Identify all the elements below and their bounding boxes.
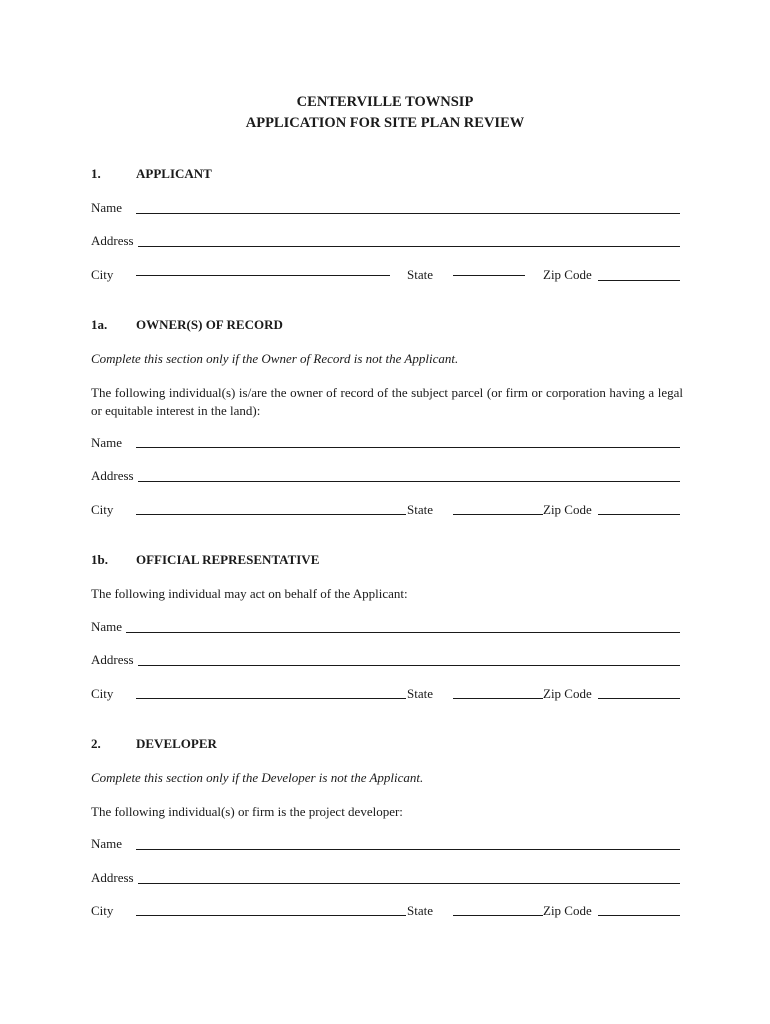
representative-city-field[interactable] bbox=[136, 698, 406, 699]
applicant-state-label: State bbox=[407, 267, 433, 282]
representative-description: The following individual may act on behalf of the Applicant: bbox=[91, 586, 408, 601]
owner-name-field[interactable] bbox=[136, 447, 680, 448]
owner-city-label: City bbox=[91, 502, 114, 517]
applicant-name-label: Name bbox=[91, 200, 123, 215]
developer-zip-field[interactable] bbox=[598, 915, 680, 916]
developer-description: The following individual(s) or firm is the project developer: bbox=[91, 804, 403, 819]
section-heading-representative: OFFICIAL REPRESENTATIVE bbox=[136, 552, 320, 567]
representative-state-field[interactable] bbox=[453, 698, 543, 699]
applicant-address-field[interactable] bbox=[138, 246, 680, 247]
representative-name-field[interactable] bbox=[126, 632, 680, 633]
developer-address-field[interactable] bbox=[138, 883, 680, 884]
developer-zip-label: Zip Code bbox=[543, 903, 592, 918]
representative-zip-label: Zip Code bbox=[543, 686, 592, 701]
representative-zip-field[interactable] bbox=[598, 698, 680, 699]
owner-state-label: State bbox=[407, 502, 433, 517]
owner-zip-label: Zip Code bbox=[543, 502, 592, 517]
applicant-name-field[interactable] bbox=[136, 213, 680, 214]
developer-state-field[interactable] bbox=[453, 915, 543, 916]
developer-state-label: State bbox=[407, 903, 433, 918]
section-number-representative: 1b. bbox=[91, 552, 108, 567]
representative-state-label: State bbox=[407, 686, 433, 701]
applicant-zip-field[interactable] bbox=[598, 280, 680, 281]
applicant-state-field[interactable] bbox=[453, 275, 525, 276]
form-title-line1: CENTERVILLE TOWNSIP bbox=[296, 94, 474, 110]
developer-name-field[interactable] bbox=[136, 849, 680, 850]
form-title-line2: APPLICATION FOR SITE PLAN REVIEW bbox=[245, 115, 525, 131]
developer-name-label: Name bbox=[91, 836, 123, 851]
owner-zip-field[interactable] bbox=[598, 514, 680, 515]
section-number-applicant: 1. bbox=[91, 166, 101, 181]
representative-address-field[interactable] bbox=[138, 665, 680, 666]
section-heading-applicant: APPLICANT bbox=[136, 166, 212, 181]
section-number-owner: 1a. bbox=[91, 317, 108, 332]
representative-city-label: City bbox=[91, 686, 114, 701]
owner-address-field[interactable] bbox=[138, 481, 680, 482]
representative-address-label: Address bbox=[91, 652, 134, 667]
owner-note: Complete this section only if the Owner of Record is not the Applicant. bbox=[91, 351, 459, 366]
applicant-address-label: Address bbox=[91, 233, 134, 248]
applicant-zip-label: Zip Code bbox=[543, 267, 592, 282]
developer-note: Complete this section only if the Developer is not the Applicant. bbox=[91, 770, 424, 785]
applicant-city-label: City bbox=[91, 267, 114, 282]
developer-city-label: City bbox=[91, 903, 114, 918]
owner-description: The following individual(s) is/are the owner of record of the subject parcel (or firm or corporation having a legal or equitable interest in the land): bbox=[91, 385, 683, 418]
owner-address-label: Address bbox=[91, 468, 134, 483]
section-heading-developer: DEVELOPER bbox=[136, 736, 217, 751]
representative-name-label: Name bbox=[91, 619, 123, 634]
section-heading-owner: OWNER(S) OF RECORD bbox=[136, 317, 283, 332]
developer-city-field[interactable] bbox=[136, 915, 406, 916]
developer-address-label: Address bbox=[91, 870, 134, 885]
applicant-city-field[interactable] bbox=[136, 275, 390, 276]
owner-city-field[interactable] bbox=[136, 514, 406, 515]
owner-state-field[interactable] bbox=[453, 514, 543, 515]
owner-name-label: Name bbox=[91, 435, 123, 450]
section-number-developer: 2. bbox=[91, 736, 101, 751]
